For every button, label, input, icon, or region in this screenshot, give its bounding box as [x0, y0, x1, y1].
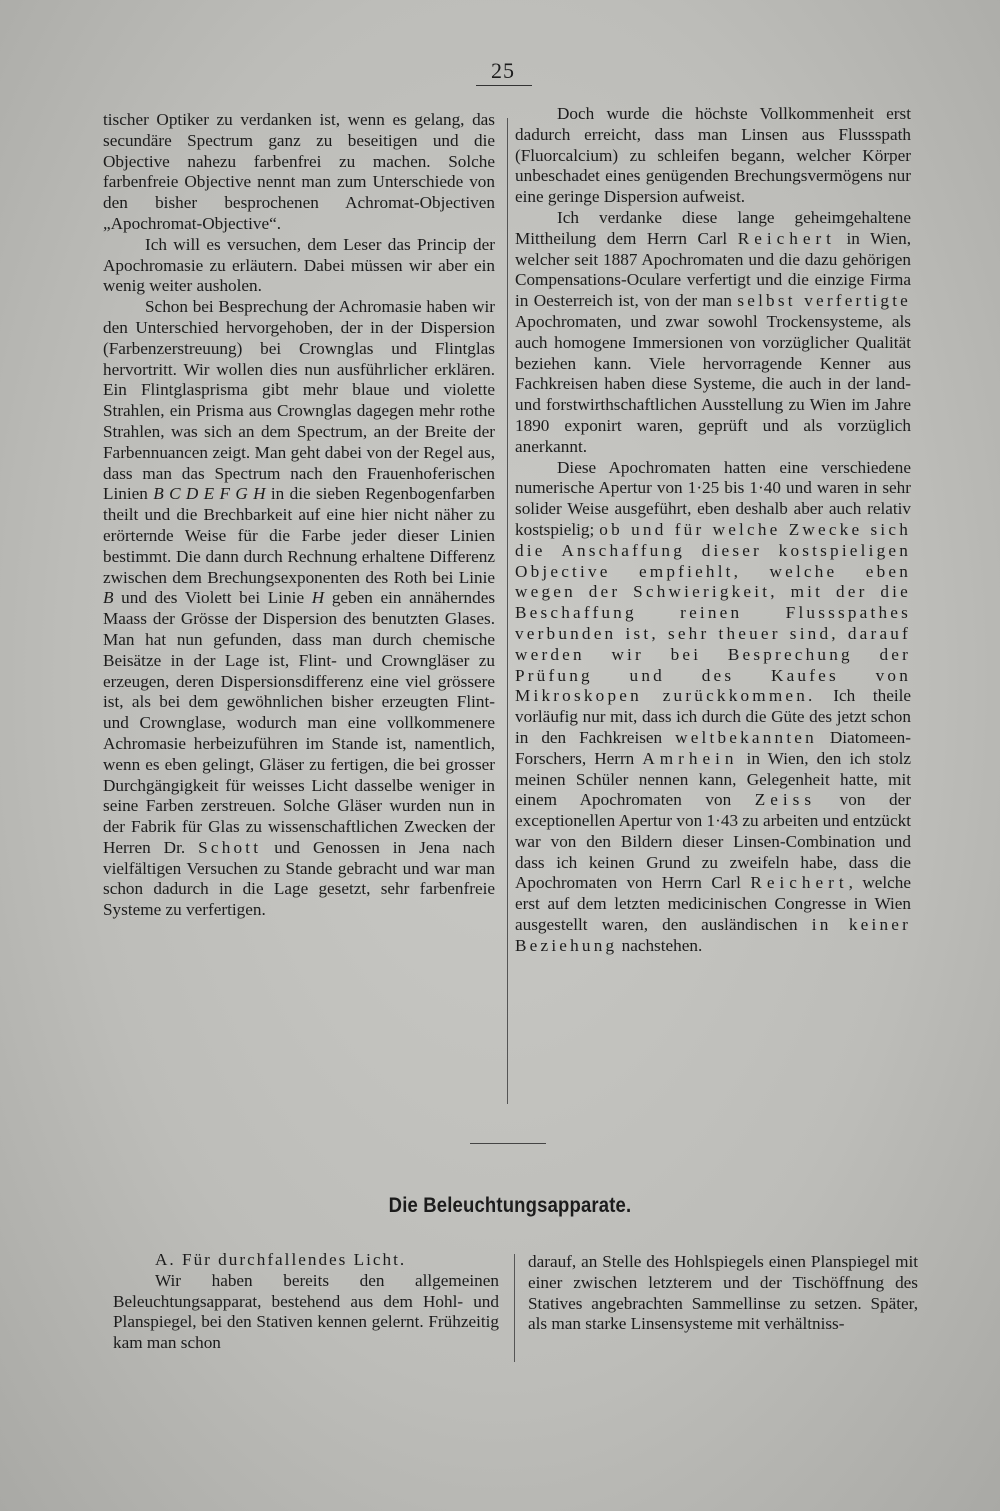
column-divider [514, 1254, 515, 1362]
paragraph: darauf, an Stelle des Hohlspiegels einen Planspiegel mit einer zwischen letzterem und der Tischöffnung des Statives angebrachten Sammellinse zu setzen. Später, als man starke Linsensysteme mit verhältniss- [528, 1252, 918, 1334]
fraunhofer-lines: B C D E F G H [153, 484, 266, 504]
right-column-bottom [528, 1252, 918, 1335]
right-column-top [515, 104, 911, 957]
name-schott: Schott [198, 837, 262, 857]
column-divider [507, 118, 508, 1104]
subheading: A. Für durchfallendes Licht. [155, 1250, 407, 1269]
left-column-top [103, 110, 495, 921]
page-number: 25 [491, 58, 515, 83]
name-reichert: Reichert [737, 228, 836, 248]
left-column-bottom [113, 1250, 499, 1354]
paragraph: Wir haben bereits den allgemeinen Beleuchtungsapparat, bestehend aus dem Hohl- und Planspiegel, bei den Stativen kennen gelernt. Frühzeitig kam man schon [113, 1270, 499, 1353]
name-amrhein: Amrhein [642, 748, 739, 768]
paragraph: tischer Optiker zu verdanken ist, wenn es gelang, das secundäre Spectrum ganz zu beseitigen und die Objective nahezu farbenfrei zu machen. Solche farbenfreie Objective nennt man zum Unterschiede von den bisher besprochenen Achromat-Objectiven „Apochromat-Objective“. [103, 110, 495, 233]
section-title: Die Beleuchtungsapparate. [388, 1194, 632, 1217]
paragraph: Schon bei Besprechung der Achromasie haben wir den Unterschied hervorgehoben, der in der Dispersion (Farbenzerstreuung) bei Crownglas und Flintglas hervortritt. Wir wollen dies nun ausführlicher erklären. Ein Flintglasprisma gibt mehr blaue und violette Strahlen, ein Prisma aus Crownglas dagegen mehr rothe Strahlen, was sich an dem Spectrum, an der Breite der Farbennuancen zeigt. Man geht dabei von der Regel aus, dass man das Spectrum nach den Frauenhoferischen Linien B C D E F G H in die sieben Regenbogenfarben theilt und die Brechbarkeit auf eine hier nicht näher zu erörternde Weise für die Farbe jeder dieser Linien bestimmt. Die dann durch Rechnung erhaltene Differenz zwischen dem Brechungsexponenten des Roth bei Linie B und des Violett bei Linie H geben ein annäherndes Maass der Grösse der Dispersion des benutzten Glases. Man hat nun gefunden, dass man durch chemische Beisätze in der Lage ist, Flint- und Crowngläser zu erzeugen, deren Dispersionsdifferenz eine viel grössere ist, als bei dem gewöhnlichen bisher erzeugten Flint- und Crownglase, wodurch man eine vollkommenere Achromasie herbeizuführen im Stande ist, namentlich, wenn es eben gelingt, Gläser zu fertigen, die bei grosser Durchgängigkeit für weisses Licht dasselbe weniger in seine Farben zerstreuen. Solche Gläser wurden nun in der Fabrik für Glas zu wissenschaftlichen Zwecken der Herren Dr. Schott und Genossen in Jena nach vielfältigen Versuchen zu Stande gebracht und war man schon dadurch in die Lage gesetzt, sehr farbenfreie Systeme zu verfertigen. [103, 297, 496, 920]
paragraph: Ich will es versuchen, dem Leser das Princip der Apochromasie zu erläutern. Dabei müssen wir aber ein wenig weiter ausholen. [103, 234, 495, 296]
page-number-underline [476, 85, 532, 86]
spaced-emphasis: ob und für welche Zwecke sich die Anschaffung dieser kostspieligen Objective empfiehlt, welche eben wegen der Schwierigkeit, mit der die Beschaffung reinen Flussspathes verbunden ist, sehr theuer sind, darauf werden wir bei Besprechung der Prüfung und des Kaufes von Mikroskopen zurückkommen. [515, 519, 911, 706]
name-zeiss: Zeiss [754, 790, 817, 810]
paragraph: Ich verdanke diese lange geheimgehaltene Mittheilung dem Herrn Carl Reichert in Wien, welcher seit 1887 Apochromaten und die dazu gehörigen Compensations-Oculare verfertigt und die einzige Firma in Oesterreich ist, von der man selbst verfertigte Apochromaten, und zwar sowohl Trockensysteme, als auch homogene Immersionen von vorzüglicher Qualität beziehen kann. Viele hervorragende Kenner aus Fachkreisen haben diese Systeme, die auch in der land- und forstwirthschaftlichen Ausstellung zu Wien im Jahre 1890 exponirt waren, geprüft und als vorzüglich anerkannt. [515, 207, 911, 456]
section-separator [470, 1143, 546, 1144]
paragraph: Diese Apochromaten hatten eine verschiedene numerische Apertur von 1·25 bis 1·40 und waren in sehr solider Weise ausgeführt, eben deshalb aber auch relativ kostspielig; ob und für welche Zwecke sich die Anschaffung dieser kostspieligen Objective empfiehlt, welche eben wegen der Schwierigkeit, mit der die Beschaffung reinen Flussspathes verbunden ist, sehr theuer sind, darauf werden wir bei Besprechung der Prüfung und des Kaufes von Mikroskopen zurückkommen. Ich theile vorläufig nur mit, dass ich durch die Güte des jetzt schon in den Fachkreisen weltbekannten Diatomeen-Forschers, Herrn Amrhein in Wien, den ich stolz meinen Schüler nennen kann, Gelegenheit hatte, mit einem Apochromaten von Zeiss von der exceptionellen Apertur von 1·43 zu arbeiten und entzückt war von den Bildern dieser Linsen-Combination und dass ich keinen Grund zu zweifeln habe, dass die Apochromaten von Herrn Carl Reichert, welche erst auf dem letzten medicinischen Congresse in Wien ausgestellt waren, den ausländischen in keiner Beziehung nachstehen. [515, 457, 912, 955]
paragraph: Doch wurde die höchste Vollkommenheit erst dadurch erreicht, dass man Linsen aus Flussspath (Fluorcalcium) zu schleifen begann, welcher Körper unbeschadet eines genügenden Brechungsvermögens nur eine geringe Dispersion aufweist. [515, 104, 911, 207]
